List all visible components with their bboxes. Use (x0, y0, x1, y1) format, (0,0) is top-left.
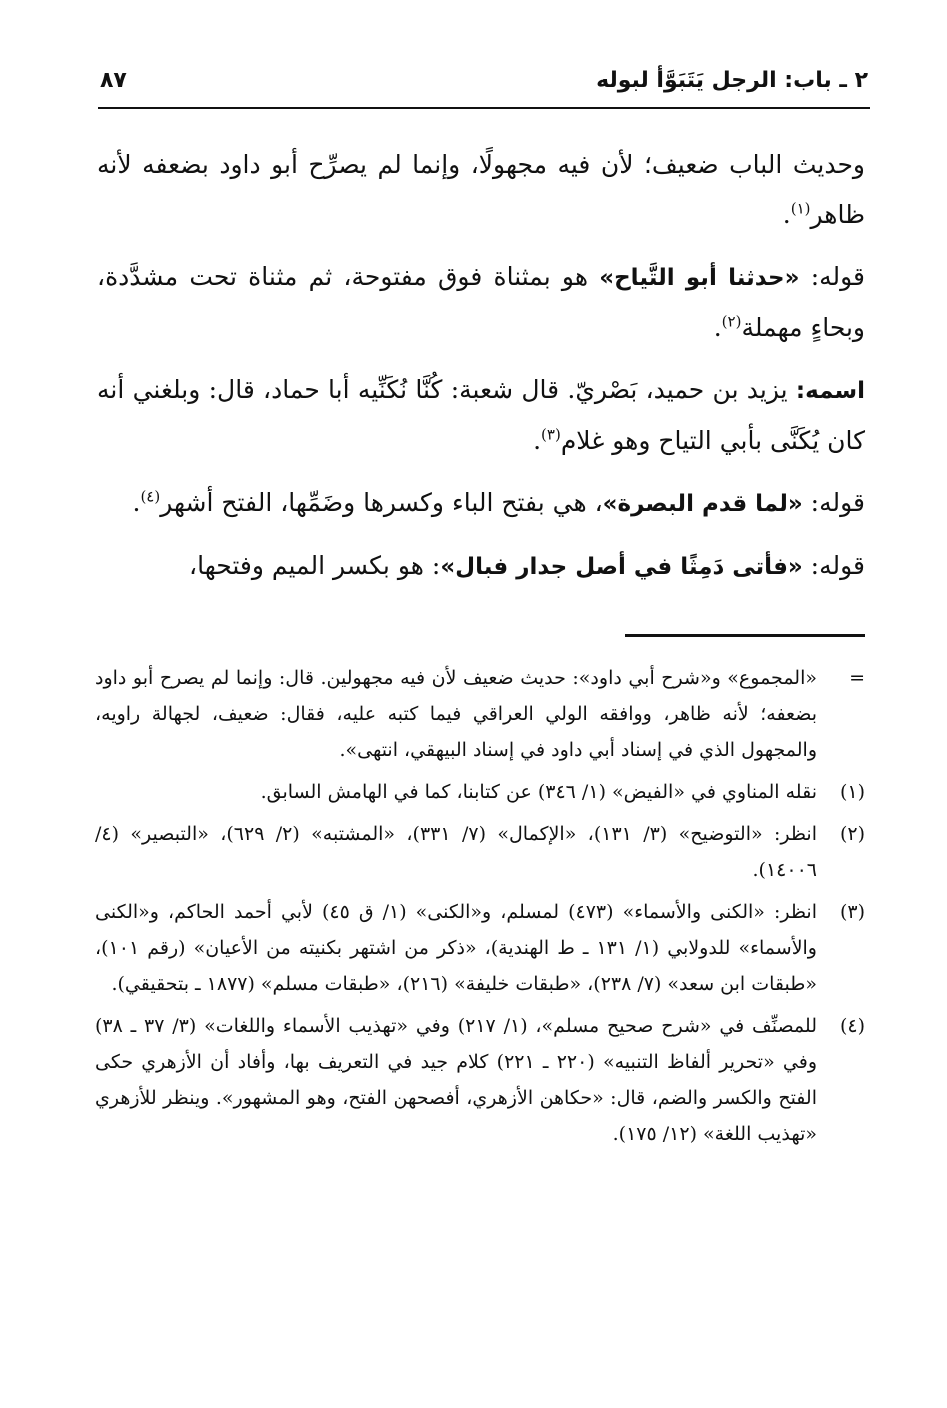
quoted-phrase: «لما قدم البصرة» (602, 491, 803, 517)
quoted-phrase: «حدثنا أبو التَّياح» (599, 265, 800, 291)
page-number: ٨٧ (100, 68, 127, 93)
footnote-text: «المجموع» و«شرح أبي داود»: حديث ضعيف لأن فيه مجهولين. قال: وإنما لم يصرح أبو داود بضعفه؛ لأنه ظاهر، ووافقه الولي العراقي فيما كتبه عليه، فقال: ضعيف، لجهالة راويه، والمجهول الذي في إسناد أبي داود في إسناد البيهقي، انتهى». (95, 667, 817, 761)
footnote-number: (٢) (839, 823, 865, 845)
paragraph-text: وحديث الباب ضعيف؛ لأن فيه مجهولًا، وإنما لم يصرِّح أبو داود بضعفه لأنه ظاهر (97, 150, 865, 229)
paragraph-end: . (132, 488, 141, 517)
footnote-text: نقله المناوي في «الفيض» (١/ ٣٤٦) عن كتابنا، كما في الهامش السابق. (260, 781, 817, 803)
paragraph-text: : هو بكسر الميم وفتحها، (189, 551, 441, 580)
running-header (100, 62, 868, 102)
quoted-phrase: «فأتى دَمِثًا في أصل جدار فبال» (440, 554, 803, 580)
footnote-item (95, 774, 865, 810)
footnote-ref: (٢) (721, 312, 742, 331)
paragraph-lead: قوله: (799, 262, 866, 291)
main-paragraph (97, 541, 865, 592)
main-text (97, 140, 865, 604)
footnote-text: للمصنِّف في «شرح صحيح مسلم»، (١/ ٢١٧) وفي «تهذيب الأسماء واللغات» (٣/ ٣٧ ـ ٣٨) وفي «تحرير ألفاظ التنبيه» (٢٢٠ ـ ٢٢١) كلام جيد في التعريف بها، وأفاد أن الأزهري حكى الفتح والكسر والضم، قال: «حكاهن الأزهري، أفصحهن الفتح، وهو المشهور». وينظر للأزهري «تهذيب اللغة» (١٢/ ١٧٥). (95, 1015, 818, 1145)
header-rule (98, 107, 870, 109)
paragraph-text: هو بمثناة فوق مفتوحة، ثم مثناة تحت مشدَّدة، وبحاءٍ مهملة (97, 262, 865, 342)
quoted-phrase: اسمه: (795, 378, 865, 404)
footnotes (95, 660, 865, 1158)
footnote-number: = (849, 667, 865, 689)
footnote-item (95, 1008, 865, 1152)
paragraph-end: . (533, 426, 542, 455)
chapter-title: ٢ ـ باب: الرجل يَتَبَوَّأ لبوله (596, 68, 868, 93)
footnote-text: انظر: «التوضيح» (٣/ ١٣١)، «الإكمال» (٧/ ٣٣١)، «المشتبه» (٢/ ٦٢٩)، «التبصير» (٤/ ١٤٠٠٦). (95, 823, 817, 881)
main-paragraph (97, 252, 865, 353)
footnote-separator (625, 634, 865, 637)
paragraph-end: . (782, 200, 791, 229)
footnote-number: (٣) (839, 901, 865, 923)
footnote-ref: (٣) (541, 425, 561, 444)
main-paragraph (97, 365, 865, 466)
footnote-number: (١) (839, 781, 865, 803)
paragraph-lead: قوله: (802, 551, 865, 580)
footnote-item (95, 816, 865, 888)
paragraph-text: ، هي بفتح الباء وكسرها وضَمِّها، الفتح أشهر (160, 488, 603, 517)
footnote-item (95, 894, 865, 1002)
main-paragraph (97, 140, 865, 240)
paragraph-end: . (713, 313, 722, 342)
main-paragraph (97, 478, 865, 529)
paragraph-text: يزيد بن حميد، بَصْريّ. قال شعبة: كُنَّا نُكَنِّيه أبا حماد، قال: وبلغني أنه كان يُكَنَّى بأبي التياح وهو غلام (97, 375, 865, 455)
footnote-ref: (٤) (140, 487, 161, 506)
footnote-text: انظر: «الكنى والأسماء» (٤٧٣) لمسلم، و«الكنى» (١/ ق ٤٥) لأبي أحمد الحاكم، و«الكنى والأسماء» للدولابي (١/ ١٣١ ـ ط الهندية)، «ذكر من اشتهر بكنيته من الأعيان» (رقم ١٠١)، «طبقات ابن سعد» (٧/ ٢٣٨)، «طبقات خليفة» (٢١٦)، «طبقات مسلم» (١٨٧٧ ـ بتحقيقي). (95, 901, 817, 995)
footnote-item (95, 660, 865, 768)
paragraph-lead: قوله: (802, 488, 865, 517)
footnote-number: (٤) (839, 1015, 865, 1037)
footnote-ref: (١) (790, 199, 811, 218)
